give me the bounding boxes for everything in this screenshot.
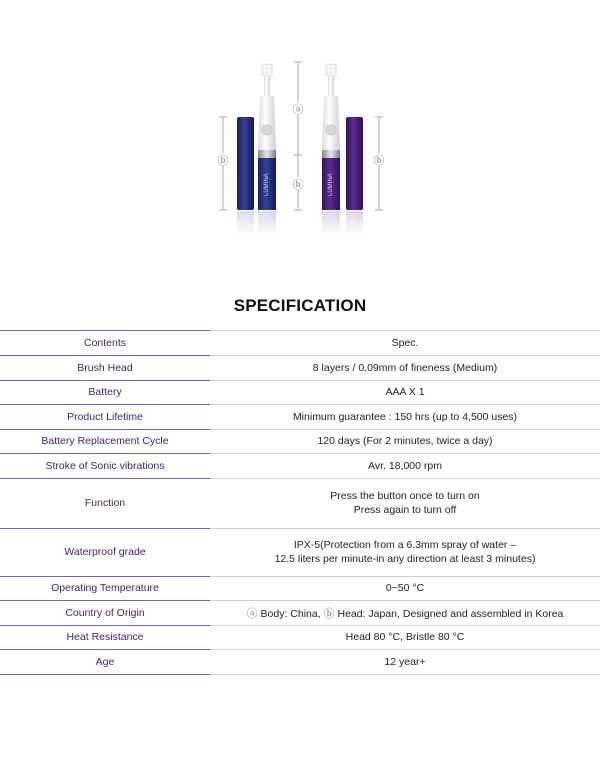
marker-b-right: ⓑ <box>373 154 385 167</box>
table-row <box>0 380 600 405</box>
spec-value-line: 12.5 liters per minute-in any direction at least 3 minutes) <box>274 553 536 565</box>
purple-toothbrush <box>322 64 340 210</box>
spec-value <box>210 625 600 650</box>
table-row <box>0 650 600 675</box>
spec-label: Waterproof grade <box>0 528 210 576</box>
spec-value-line: 12 year+ <box>384 655 426 668</box>
product-image <box>0 0 600 260</box>
spec-label: Operating Temperature <box>0 576 210 601</box>
table-row <box>0 454 600 479</box>
svg-text:LUMINA: LUMINA <box>264 173 270 196</box>
table-header-row <box>0 331 600 356</box>
spec-value-line: 120 days (For 2 minutes, twice a day) <box>317 435 493 448</box>
spec-label: Battery <box>0 380 210 405</box>
origin-marker-a: ⓐ <box>246 606 258 620</box>
spec-value-line: Avr. 18,000 rpm <box>368 459 442 472</box>
spec-value <box>210 454 600 479</box>
marker-b-center: ⓑ <box>292 178 304 191</box>
table-row <box>0 601 600 626</box>
spec-value <box>210 601 600 626</box>
section-title: SPECIFICATION <box>233 296 367 315</box>
table-row <box>0 576 600 601</box>
table-row <box>0 625 600 650</box>
spec-value-line: Press the button once to turn on <box>330 490 480 502</box>
purple-cap <box>346 117 363 210</box>
specification-table <box>0 330 600 675</box>
spec-label: Battery Replacement Cycle <box>0 429 210 454</box>
spec-label: Function <box>0 478 210 528</box>
spec-value <box>210 650 600 675</box>
header-value: Spec. <box>210 331 600 356</box>
header-label: Contents <box>0 331 210 356</box>
spec-value <box>210 478 600 528</box>
spec-value-line: AAA X 1 <box>385 386 425 399</box>
spec-value <box>210 528 600 576</box>
table-row <box>0 405 600 430</box>
spec-label: Brush Head <box>0 356 210 381</box>
origin-body-text: Body: China, <box>257 607 324 620</box>
spec-value-line: 8 layers / 0.09mm of fineness (Medium) <box>312 361 498 374</box>
spec-value <box>210 576 600 601</box>
table-row <box>0 356 600 381</box>
marker-a-center: ⓐ <box>292 103 304 116</box>
table-row <box>0 429 600 454</box>
svg-text:LUMINA: LUMINA <box>328 173 334 196</box>
marker-b-left: ⓑ <box>217 154 229 167</box>
spec-value-line: Minimum guarantee : 150 hrs (up to 4,500 uses) <box>292 410 518 423</box>
table-row <box>0 528 600 576</box>
spec-value-line: Head 80 °C, Bristle 80 °C <box>345 631 465 644</box>
spec-value <box>210 380 600 405</box>
spec-label: Heat Resistance <box>0 625 210 650</box>
spec-value <box>210 429 600 454</box>
spec-value-line: IPX-5(Protection from a 6.3mm spray of water – <box>293 539 517 551</box>
spec-label: Age <box>0 650 210 675</box>
spec-value-line: 0~50 °C <box>385 582 425 595</box>
origin-head-text: Head: Japan, Designed and assembled in Korea <box>334 607 564 620</box>
table-row <box>0 478 600 528</box>
blue-toothbrush <box>258 64 276 210</box>
spec-value <box>210 356 600 381</box>
spec-value <box>210 405 600 430</box>
spec-label: Country of Origin <box>0 601 210 626</box>
blue-cap <box>237 117 254 210</box>
spec-label: Stroke of Sonic vibrations <box>0 454 210 479</box>
origin-marker-b: ⓑ <box>323 606 335 620</box>
spec-label: Product Lifetime <box>0 405 210 430</box>
spec-value-line: Press again to turn off <box>353 504 457 516</box>
